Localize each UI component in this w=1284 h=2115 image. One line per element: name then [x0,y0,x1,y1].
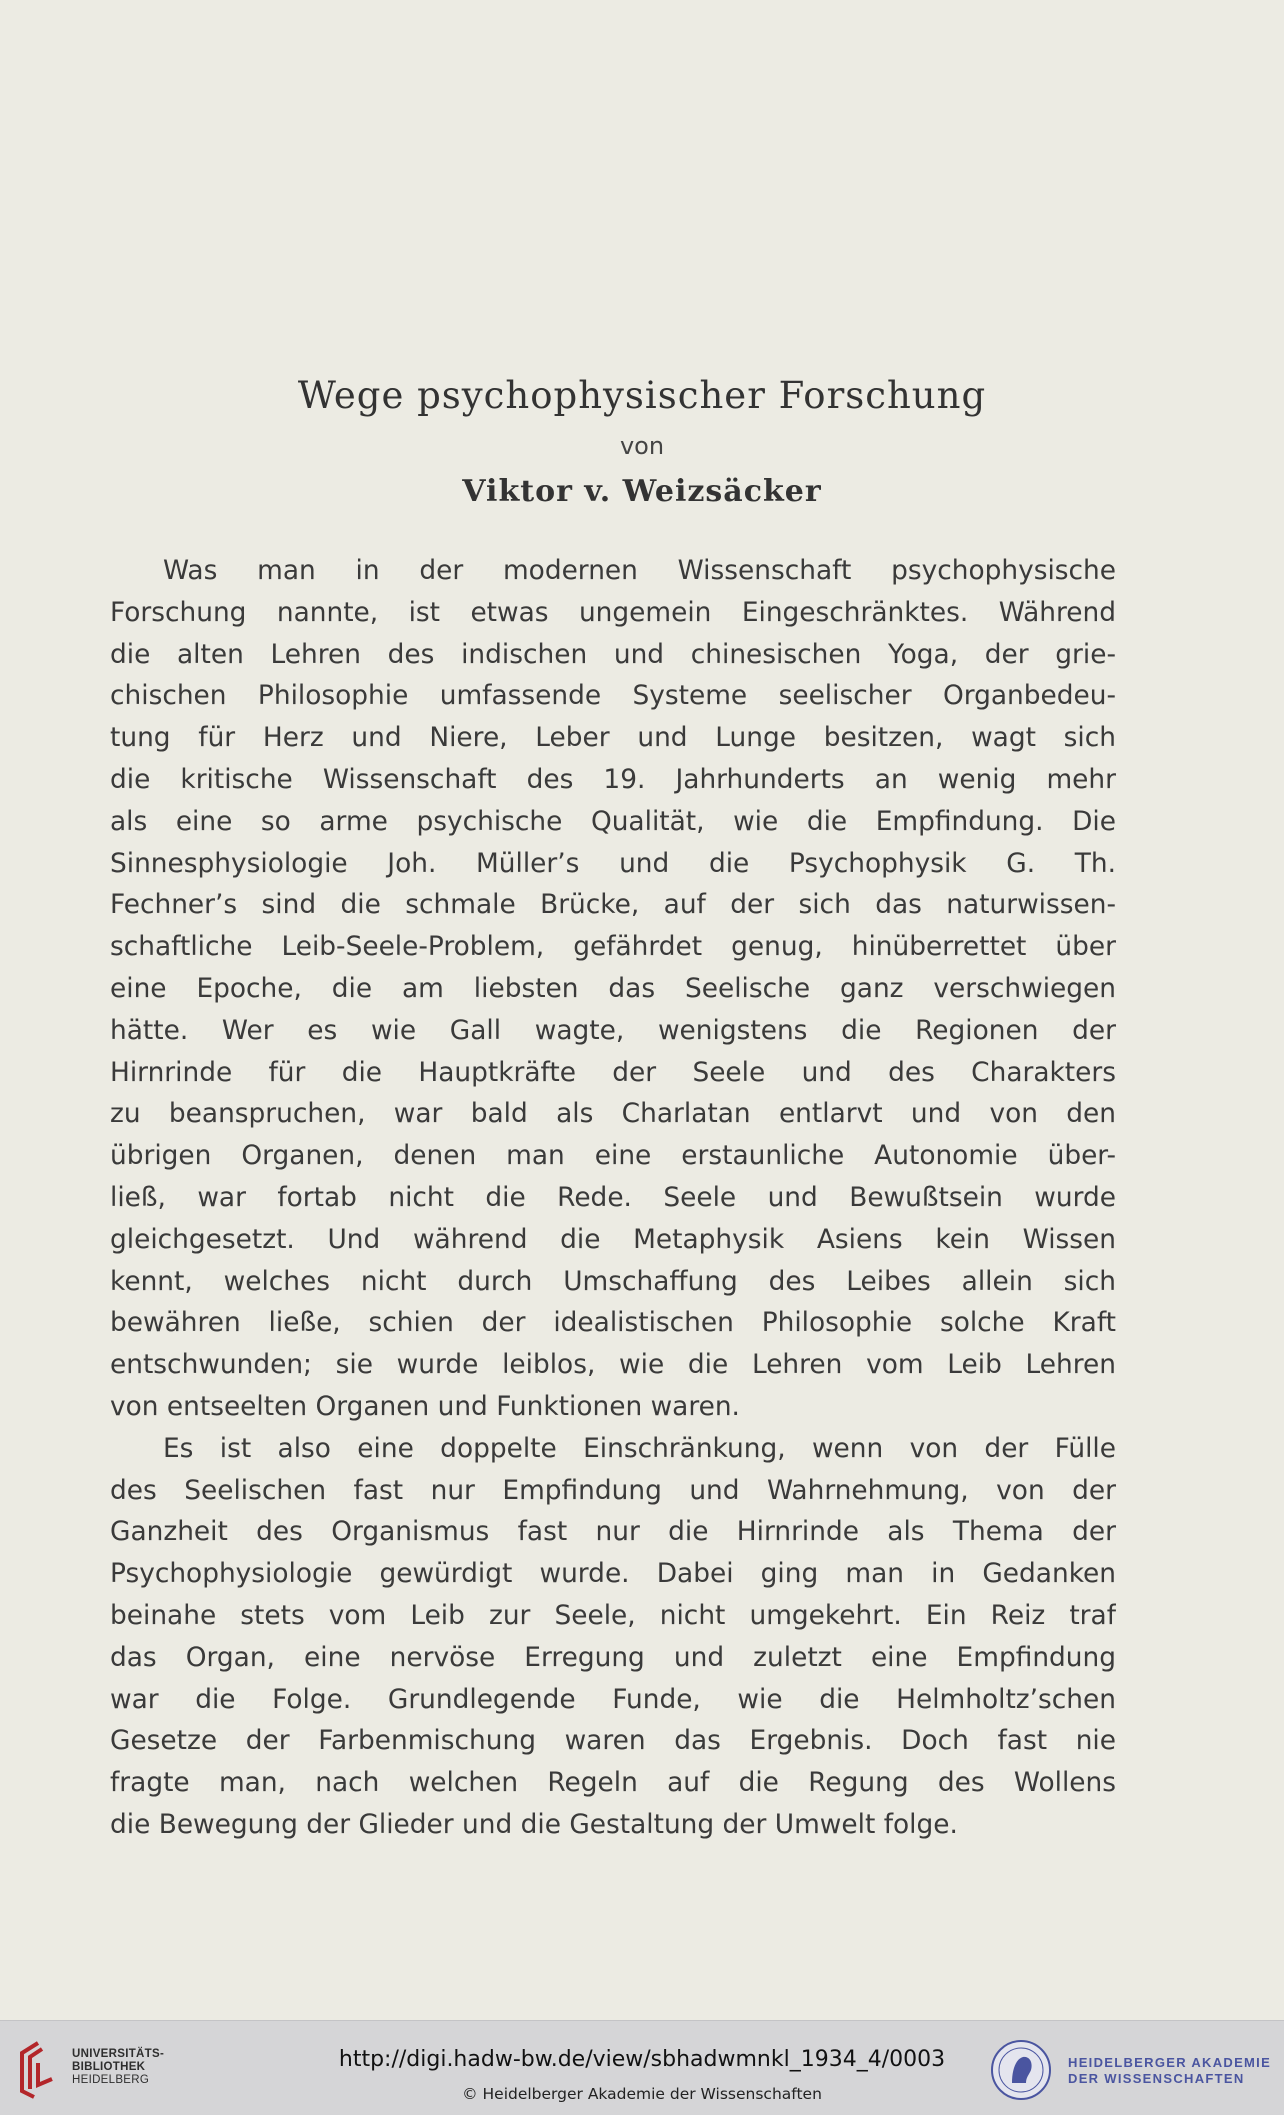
academy-name-line2: DER WISSENSCHAFTEN [1068,2071,1245,2086]
text-line: beinahe stets vom Leib zur Seele, nicht umgekehrt. Ein Reiz traf [110,1599,1116,1631]
text-line: Sinnesphysiologie Joh. Müller’s und die Psychophysik G. Th. [110,847,1116,879]
academy-name [1068,2055,1271,2087]
text-line: Es ist also eine doppelte Einschränkung, wenn von der Fülle [163,1432,1116,1464]
library-name-line2: BIBLIOTHEK [72,2061,146,2073]
text-line: das Organ, eine nervöse Erregung und zuletzt eine Empfindung [110,1641,1116,1673]
text-line: schaftliche Leib-Seele-Problem, gefährdet genug, hinüberrettet über [110,931,1116,963]
text-line: bewähren ließe, schien der idealistischen Philosophie solche Kraft [110,1307,1116,1339]
text-line: Was man in der modernen Wissenschaft psychophysische [163,555,1116,586]
text-line: die Bewegung der Glieder und die Gestaltung der Umwelt folge. [110,1808,958,1840]
text-line: war die Folge. Grundlegende Funde, wie die Helmholtz’schen [110,1683,1116,1715]
viewer-footer [0,2020,1284,2115]
byline-prefix: von [619,432,665,460]
text-line: Psychophysiologie gewürdigt wurde. Dabei ging man in Gedanken [110,1558,1116,1590]
library-name-line1: UNIVERSITÄTS- [72,2048,165,2060]
text-line: Hirnrinde für die Hauptkräfte der Seele und des Charakters [110,1056,1116,1088]
article-author: Viktor v. Weizsäcker [462,474,822,509]
text-line: Ganzheit des Organismus fast nur die Hirnrinde als Thema der [110,1516,1116,1548]
text-line: Gesetze der Farbenmischung waren das Ergebnis. Doch fast nie [110,1725,1116,1757]
text-line: gleichgesetzt. Und während die Metaphysik Asiens kein Wissen [110,1223,1116,1255]
academy-name-line1: HEIDELBERGER AKADEMIE [1068,2055,1272,2070]
text-line: die alten Lehren des indischen und chinesischen Yoga, der grie- [110,638,1116,670]
text-line: ließ, war fortab nicht die Rede. Seele und Bewußtsein wurde [110,1181,1116,1213]
article-title: Wege psychophysischer Forschung [297,374,987,417]
text-line: chischen Philosophie umfassende Systeme seelischer Organbedeu- [110,680,1116,712]
library-name-line3: HEIDELBERG [72,2074,150,2086]
copyright-notice: © Heidelberger Akademie der Wissenschaften [462,2085,822,2103]
text-line: zu beanspruchen, war bald als Charlatan entlarvt und von den [110,1098,1116,1130]
text-line: hätte. Wer es wie Gall wagte, wenigstens die Regionen der [110,1014,1116,1046]
text-line: fragte man, nach welchen Regeln auf die Regung des Wollens [110,1767,1116,1799]
text-line: eine Epoche, die am liebsten das Seelische ganz verschwiegen [110,972,1116,1004]
text-line: kennt, welches nicht durch Umschaffung des Leibes allein sich [110,1265,1116,1297]
permalink-url[interactable]: http://digi.hadw-bw.de/view/sbhadwmnkl_1934_4/0003 [338,2047,946,2072]
text-line: von entseelten Organen und Funktionen waren. [110,1390,740,1422]
text-line: entschwunden; sie wurde leiblos, wie die Lehren vom Leib Lehren [110,1349,1116,1381]
text-line: die kritische Wissenschaft des 19. Jahrhunderts an wenig mehr [110,763,1116,795]
text-line: des Seelischen fast nur Empfindung und Wahrnehmung, von der [110,1474,1116,1506]
text-line: Forschung nannte, ist etwas ungemein Eingeschränktes. Während [110,596,1116,628]
academy-seal-icon[interactable] [990,2039,1052,2101]
article-body [110,550,1116,1846]
text-line: Fechner’s sind die schmale Brücke, auf der sich das naturwissen- [110,889,1116,921]
text-line: tung für Herz und Niere, Leber und Lunge besitzen, wagt sich [110,722,1116,754]
text-line: übrigen Organen, denen man eine erstaunliche Autonomie über- [110,1140,1116,1172]
text-line: als eine so arme psychische Qualität, wie die Empfindung. Die [110,805,1116,837]
